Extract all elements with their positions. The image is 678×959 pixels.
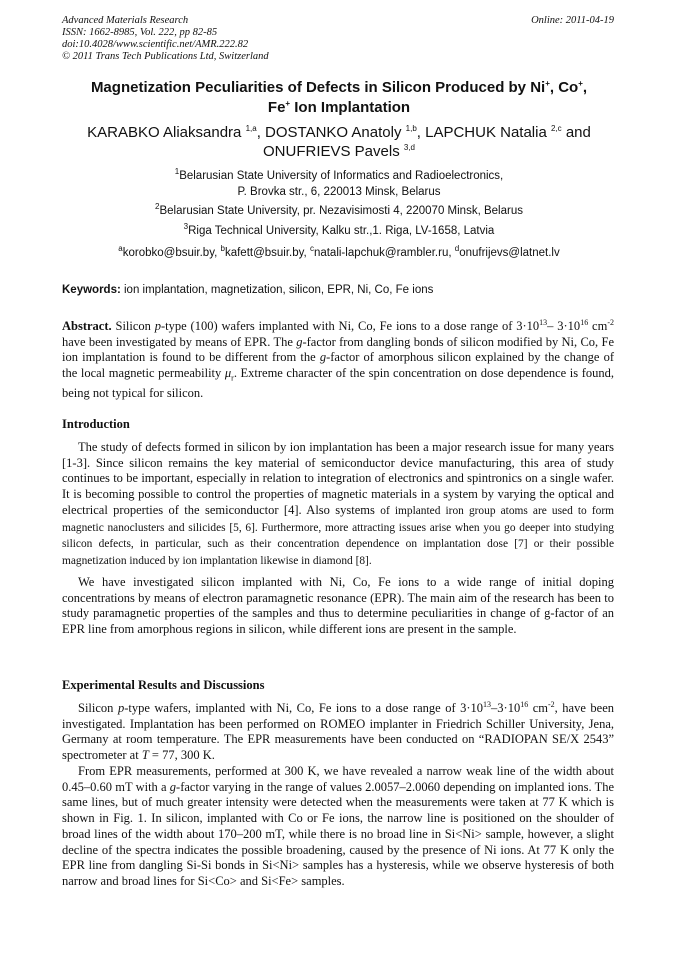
introduction-paragraph-2: We have investigated silicon implanted with Ni, Co, Fe ions to a wide range of initial doping concentrations by means of electron paramagnetic resonance (EPR). The main aim of the research has been to study paramagnetic properties of the samples and thus to determine peculiarities in change of g-factor of an EPR line from amorphous regions in silicon, while different ions are present in the sample. — [62, 575, 614, 637]
copyright-line: © 2011 Trans Tech Publications Ltd, Switzerland — [62, 51, 269, 62]
affiliation-1: $^1$Belarusian State University of Informatics and Radioelectronics, P. Brovka str., 6, 220013 Minsk, Belarus — [174, 167, 504, 198]
journal-header — [62, 15, 269, 63]
affiliation-2: $^2$Belarusian State University, pr. Nezavisimosti 4, 220070 Minsk, Belarus — [155, 202, 523, 217]
experimental-heading: Experimental Results and Discussions — [62, 678, 265, 692]
keywords-text: ion implantation, magnetization, silicon, EPR, Ni, Co, Fe ions — [120, 284, 434, 296]
introduction-paragraph-1: The study of defects formed in silicon by ion implantation has been a major research issue for many years [1-3]. Since silicon remains the key material of semiconductor device manufacturing, this area of study continues to be important, especially in relation to integration of electronics and spintronics on a single wafer. It is becoming possible to control the properties of magnetic materials in a system by varying the optical and electrical properties of the semiconductor [4]. Also systems of implanted iron group atoms are used to form magnetic nanoclusters and silicides [5, 6]. Furthermore, more attracting issues arise when you go deeper into studying silicon defects, in particular, such as their concentration dependence on implantation dose [7] or their possible magnetization induced by ion implantation likewise in diamond [8]. — [62, 440, 614, 567]
affiliation-3: $^3$Riga Technical University, Kalku str.,1. Riga, LV-1658, Latvia — [183, 222, 495, 237]
paper-title: Magnetization Peculiarities of Defects in Silicon Produced by Ni+, Co+, Fe+ Ion Implantation — [90, 79, 588, 116]
online-date: Online: 2011-04-19 — [531, 15, 614, 26]
keywords — [62, 284, 433, 296]
issn-line: ISSN: 1662-8985, Vol. 222, pp 82-85 — [62, 27, 218, 38]
abstract: Abstract. Silicon p-type (100) wafers implanted with Ni, Co, Fe ions to a dose range of $3\cdot 10^{13}-$ $3\cdot 10^{16}$ $cm^{-2}$ have been investigated by means of EPR. The g-factor from dangling bonds of silicon modified by Ni, Co, Fe ion implantation is found to be different from the g-factor of amorphous silicon explained by the change of the local magnetic permeability $\mu_r$. Extreme character of the spin concentration on dose dependence is found, being not typical for silicon. — [62, 317, 614, 401]
doi-line: doi:10.4028/www.scientific.net/AMR.222.82 — [62, 39, 249, 50]
introduction-heading: Introduction — [62, 417, 130, 431]
author-list: KARABKO Aliaksandra $^{1,a}$, DOSTANKO Anatoly $^{1,b}$, LAPCHUK Natalia $^{2,c}$ and ONUFRIEVS Pavels $^{3,d}$ — [87, 124, 591, 160]
journal-name: Advanced Materials Research — [62, 15, 189, 26]
abstract-label: Abstract. — [62, 319, 112, 333]
keywords-label: Keywords: — [62, 284, 121, 296]
author-emails: $^a$korobko@bsuir.by, $^b$kafett@bsuir.by, $^c$natali-lapchuk@rambler.ru, $^d$onufrijevs@latnet.lv — [118, 244, 560, 259]
experimental-paragraph-1: Silicon p-type wafers, implanted with Ni, Co, Fe ions to a dose range of $3\cdot 10^{13}-3\cdot 10^{16}$ $cm^{-2}$, have been investigated. Implantation has been performed on ROMEO implanter in Friedrich Schiller University, Jena, Germany at room temperature. The EPR measurements have been conducted on “RADIOPAN SE/X 2543” spectrometer at T = 77, 300 K. — [62, 699, 615, 763]
experimental-paragraph-2: From EPR measurements, performed at 300 K, we have revealed a narrow weak line of the width about 0.45–0.60 mT with a g-factor varying in the range of values 2.0057–2.0060 depending on implanted ions. The same lines, but of much greater intensity were detected when the measurements were taken at 77 K which is shown in Fig. 1. In silicon, implanted with Co or Fe ions, the narrow line is positioned on the shoulder of broad lines of the width about 170–200 mT, while there is no broad line in Si<Ni> sample, however, a slight decline of the spectra indicates the possible broadening, caused by the presence of Ni ions. At 77 K only the EPR line from dangling Si-Si bonds in Si<Ni> samples has a hysteresis, while we observe hysteresis of both narrow and broad lines for Si<Co> and Si<Fe> samples. — [62, 764, 614, 888]
